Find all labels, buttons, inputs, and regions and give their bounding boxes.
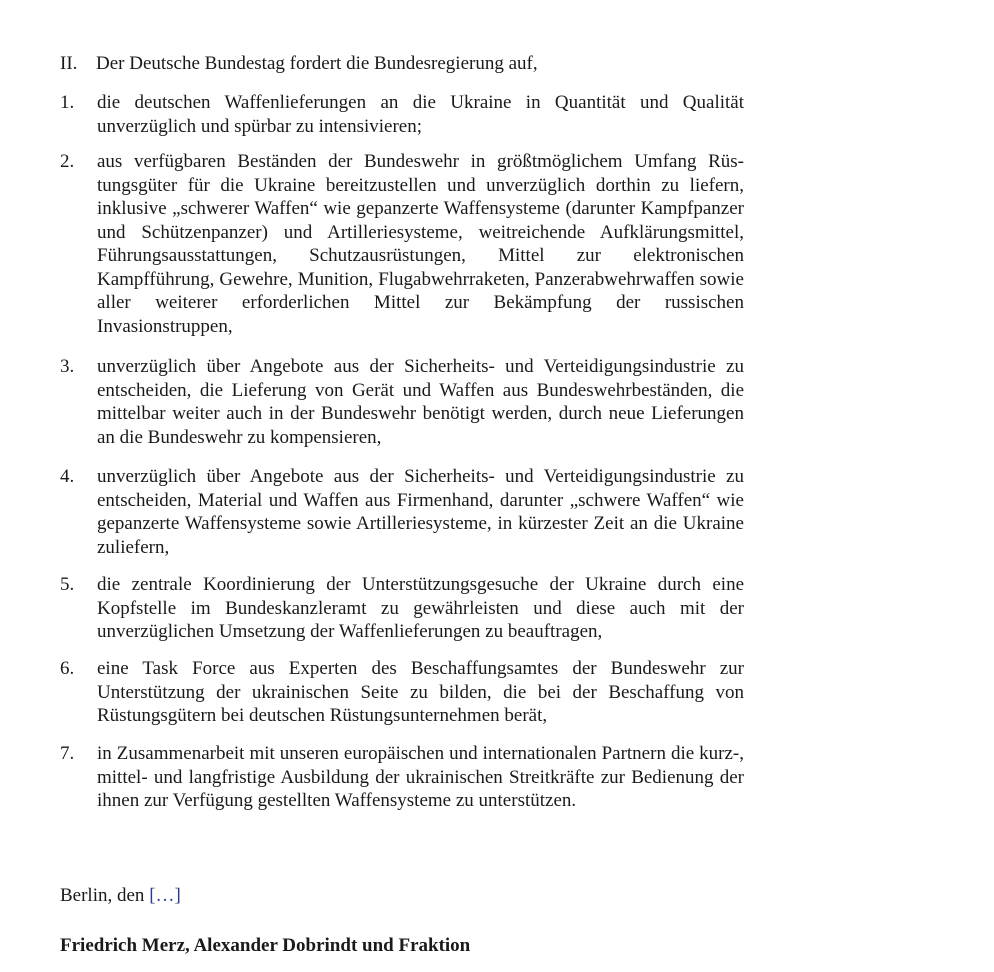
place-date-prefix: Berlin, den [60, 885, 150, 906]
list-item-number: 4. [60, 466, 75, 487]
list-item-number: 6. [60, 658, 75, 679]
signature-line: Friedrich Merz, Alexander Dobrindt und Fraktion [60, 935, 471, 956]
list-item-text: die deutschen Waffenlieferungen an die Ukraine in Quantität und Qualität unverzüglich und spürbar zu intensivieren; [97, 92, 744, 137]
list-item-7 [60, 742, 744, 813]
list-item-number: 5. [60, 574, 75, 595]
section-number: II. [60, 53, 78, 74]
list-item-text: unverzüglich über Angebote aus der Sicherheits- und Verteidigungsindustrie zu entscheiden, die Lieferung von Gerät und Waffen aus Bundeswehrbeständen, die mittelbar weiter auch in der Bundeswehr benötigt werden, durch neue Lieferungen an die Bundeswehr zu kompensieren, [97, 356, 744, 448]
list-item-number: 7. [60, 743, 75, 764]
list-item-6 [60, 657, 744, 728]
list-item-2 [60, 150, 744, 338]
list-item-5 [60, 573, 744, 644]
list-item-text: in Zusammenarbeit mit unseren europäischen und internationalen Partnern die kurz-, mittel- und langfristige Ausbildung der ukrainischen Streitkräfte zur Bedienung der ihnen zur Verfügung gestellten Waffensysteme zu unterstützen. [97, 743, 744, 811]
list-item-text: aus verfügbaren Beständen der Bundeswehr in größtmöglichem Umfang Rüstungsgüter für die Ukraine bereitzustellen und unverzüglich dorthin zu liefern, inklusive „schwerer Waffen“ wie gepanzerte Waffensysteme (darunter Kampfpanzer und Schützenpanzer) und Artilleriesysteme, weitreichende Aufklärungsmittel, Führungsausstattungen, Schutzausrüstungen, Mittel zur elektronischen Kampfführung, Gewehre, Munition, Flugabwehrraketen, Panzerabwehrwaffen sowie aller weiterer erforderlichen Mittel zur Bekämpfung der russischen Invasionstruppen, [97, 151, 744, 337]
list-item-3 [60, 355, 744, 449]
place-date-line [60, 884, 181, 908]
list-item-number: 3. [60, 356, 75, 377]
list-item-4 [60, 465, 744, 559]
list-item-number: 2. [60, 151, 75, 172]
list-item-1 [60, 91, 744, 138]
list-item-text: unverzüglich über Angebote aus der Sicherheits- und Verteidigungsindustrie zu entscheiden, Material und Waffen aus Firmenhand, darunter „schwere Waffen“ wie gepanzerte Waffensysteme sowie Artilleriesysteme, in kürzester Zeit an die Ukraine zuliefern, [97, 466, 744, 558]
list-item-number: 1. [60, 92, 75, 113]
list-item-text: eine Task Force aus Experten des Beschaffungsamtes der Bundeswehr zur Unterstützung der ukrainischen Seite zu bilden, die bei der Beschaffung von Rüstungsgütern bei deutschen Rüstungsunternehmen berät, [97, 658, 744, 726]
list-item-text: die zentrale Koordinierung der Unterstützungsgesuche der Ukraine durch eine Kopfstelle im Bundeskanzleramt zu gewährleisten und diese auch mit der unverzüglichen Umsetzung der Waffenlieferungen zu beauftragen, [97, 574, 744, 642]
section-heading-text: Der Deutsche Bundestag fordert die Bundesregierung auf, [96, 53, 538, 74]
section-heading [60, 52, 538, 76]
date-placeholder: […] [149, 885, 181, 906]
